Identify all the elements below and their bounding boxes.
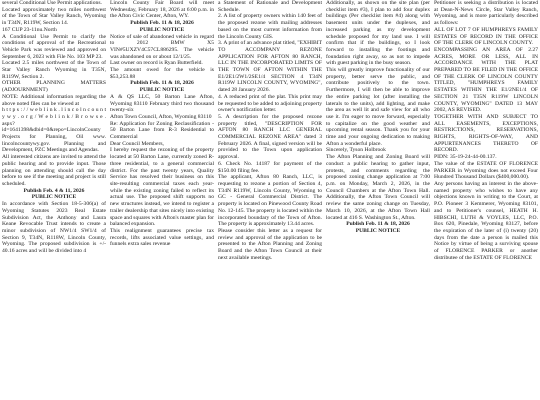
notice-paragraph: h t t p s : / / w e b l i n k . l i n c o l n c o u n t y w y . o r g / W e b l i n k / B r o w s e . aspx?id=1641398&dbid=0&repo=LincolnCounty	[2, 107, 106, 134]
notice-paragraph: I hereby request the rezoning of the property located at 50 Barton Lane, currently zoned R-three residential, to a general commercial district. For the past twenty years, Quality Service has resolved their business on this site-resulting commercial taxes each year-while the existing zoning failed to reflect its actual use. The proposed shift supports no new structures instead, we intend to register a trailer dealership that sites nicely into existing space and squares with Afton's master plan for balanced expansion.	[110, 147, 214, 228]
notice-paragraph: Sincerely, Tyson Holbrook	[326, 147, 386, 154]
notice-paragraph: Any persons having an interest in the above-named property who wishes to have any objections known in writing to the Court, at P.O. Pioneer 3 Kemmerer, Wyoming 83101, and to Petitioner's counsel, HEATH H. HIBSCHI, LUTH & VOYLES, LLC, P.O. Box 620, Pinedale, Wyoming 83127, before the expiration of the later of (i) twenty (20) days from the date a person is mailed this Notice by virtue of being a surviving spouse of FLORENCE PARKER or another distributee of the ESTATE OF FLORENCE	[434, 180, 538, 261]
notice-paragraph: 167 CUP 23-11nu.North	[2, 26, 57, 33]
notice-paragraph: Notice of sale of abandoned vehicle in regard to 2012 BMW X5 VIN#5UXZV4C57CL886295. The vehicle was abandoned on or about 12/1/25.	[110, 33, 214, 60]
notice-paragraph: 6. Check No. 14187 for payment of the $150.00 filing fee.	[218, 160, 322, 174]
notice-paragraph: several Conditional Use Permit applications.	[2, 0, 102, 6]
notice-paragraph: Lincoln County Fair Board will meet Wednesday, February 18, 2026 at 6:00 p.m. in the Afton Civic Center, Afton, WY.	[110, 0, 214, 20]
notice-paragraph: a Statement of Rationale and Development Schedule.	[218, 0, 322, 13]
notice-heading: PUBLIC NOTICE	[355, 227, 401, 234]
notice-paragraph: Re: Application for Zoning Reclassification - 50 Barton Lane from R-3 Residential to Commercial	[110, 120, 214, 141]
notice-paragraph: In accordance with Section 18-5-306(a) of Wyoming Statutes 2023 Real Estate Subdivision Act, the Anthony and Laura Keane Revocable Trust intends to create a minor subdivision of NW1/4 SW1/4 of Section 9, T34N, R118W, Lincoln County, Wyoming. The proposed subdivision is +/- 40.16 acres and will be divided into 4	[2, 201, 106, 255]
notice-paragraph: The applicant, Afton 80 Ranch, LLC, is requesting to rezone a portion of Section 4, T34N R119W, Lincoln County, Wyoming to GC - General Commercial District. The property is located on Pinewood County Road No. 12-145. The property is located within the incorporated boundary of the Town of Afton. The property is approximately 13.44 acres.	[218, 174, 322, 228]
notice-paragraph: This will greatly improve functionality of our property, better serve the public, and contribute positively to the town. Furthermore, I will then be able to improve the entire parking lot (after installing the laterals to the units), add lighting, and make the area as well lit and safe view for all who use it. I'm eager to move forward, especially to capitalize on the good weather and upcoming rental season. Thank you for your time and your ongoing dedication to making Afton a wonderful place.	[326, 67, 430, 147]
notice-paragraph: 3. A print of an advance plat titled, "EXHIBIT TO ACCOMPANY REZONE APPLICATION FOR AFTON 80 RANCH, LLC IN THE INCORPORATED LIMITS OF THE TOWN OF AFTON WITHIN THE E1/2E1/2W1/2SE1/4 SECTION 4 T34N R119W LINCOLN COUNTY, WYOMING", dated 28 January 2026.	[218, 40, 322, 94]
text-column-1	[2, 0, 106, 400]
notice-paragraph: 4. A reduced print of the plat. This print may be requested to be added to adjoining property owner's notification letter.	[218, 93, 322, 114]
text-column-2	[110, 0, 214, 400]
notice-paragraph: ALL OF LOT 7 OF HUMPHREYS FAMILY ESTATES OF RECORD IN THE OFFICE OF THE CLERK OF LINCOLN COUNTY.	[434, 26, 538, 47]
notice-paragraph: Petitioner is seeking a distribution is located at Dean-N-News Circle, Star Valley Ranch, Wyoming, and is more particularly described as follows:	[434, 0, 538, 27]
notice-paragraph: The amount owed for the vehicle is $53,253.88	[110, 67, 214, 80]
notice-heading: PUBLIC NOTICE	[31, 194, 77, 201]
notice-heading: PUBLIC NOTICE	[139, 87, 185, 94]
notice-paragraph: TOGETHER WITH AND SUBJECT TO ALL EASEMENTS, EXCEPTIONS, RESTRICTIONS, RESERVATIONS, RIGHTS, RIGHTS-OF-WAY, AND APPURTENANCES THERETO OF RECORD.	[434, 113, 538, 154]
text-column-5	[434, 0, 538, 400]
publish-date-line: Publish Feb. 11 & 18, 2026	[346, 221, 410, 228]
notice-paragraph: NOTE: Additional information regarding the above noted files can be viewed at	[2, 93, 106, 107]
notice-paragraph: All interested citizens are invited to attend the public hearing and to provide input. Those planning on attending should call the day before to see if the meeting and project is still scheduled.	[2, 154, 106, 187]
notice-paragraph: PIDN: 35-19-24-44-00.137.	[434, 154, 497, 161]
notice-paragraph: ENCOMPASSING AN AREA OF 2.27 ACRES, MORE OR LESS, ALL IN ACCORDANCE WITH THE PLAT PREPARED TO BE FILED IN THE OFFICE OF THE CLERK OF LINCOLN COUNTY TITLED, "HUMPHREYS FAMILY ESTATES WITHIN THE E1/2NE1/4 OF SECTION 21 T35N R119W LINCOLN COUNTY, WYOMING" DATED 13 MAY 2002, AS REVISED.	[434, 46, 538, 114]
text-column-4	[326, 0, 430, 400]
publish-date-line: Publish Feb. 11 & 18, 2026	[130, 20, 194, 27]
notice-paragraph: A & QS LLC, 50 Barton Lane Afton, Wyoming 83110 February third two thousand twenty-six	[110, 93, 214, 114]
notice-paragraph: This realignment guarantees precise tax records, lifts associated value settings, and funnels extra sales revenue	[110, 227, 214, 248]
notice-paragraph: Afton Town Council, Afton, Wyoming 83110	[110, 113, 212, 120]
notice-paragraph: Dear Council Members,	[110, 140, 164, 147]
text-column-3	[218, 0, 322, 400]
notice-paragraph: 2. A list of property owners within 140 feet of the proposed rezone with mailing addresses based on the most current information from the Lincoln County GIS.	[218, 13, 322, 40]
notice-paragraph: Please consider this letter as a request for review and approval of the application to be presented to the Afton Planning and Zoning Board and the Afton Town Council at their next available meetings.	[218, 227, 322, 261]
notice-paragraph: A Conditional Use Permit to clarify the conditions of approval of the Recreational Vehicle Park was reviewed and approved on September 6, 2023 with File No. 103 MP 23.	[2, 33, 106, 60]
notice-paragraph: OTHER PLANNING MATTERS (ADJOURNMENT)	[2, 80, 106, 94]
publish-date-line: Publish Feb. 4 & 11, 2026	[23, 187, 85, 194]
notice-paragraph: The Afton Planning and Zoning Board will conduct a public hearing to gather input, protests, and comments regarding the proposed zoning change application at 7:00 p.m. on Monday, March 2, 2026, in the Council Chambers at the Afton Town Hall. Additionally, the Afton Town Council will review the same zoning change on Tuesday, March 10, 2026, at the Afton Town Hall located at 416 S. Washington St., Afton.	[326, 154, 430, 221]
notice-paragraph: 5. A description for the proposed rezone property titled, "DESCRIPTION FOR AFTON 80 RANCH LLC GENERAL COMMERCIAL REZONE AREA" dated 3 February 2026. A final, signed version will be provided to the Town upon application approval.	[218, 113, 322, 161]
notice-paragraph: Last owner on record is Ryan Butterfield.	[110, 60, 203, 67]
notice-paragraph: Located 2.5 miles northwest of the Town of Star Valley Ranch Wyoming in T35N, R119W, Section 2.	[2, 60, 106, 80]
publish-date-line: Publish Feb. 11 & 18, 2026	[130, 80, 194, 87]
notice-heading: PUBLIC NOTICE	[139, 26, 185, 33]
notice-paragraph: Projects for Planning, Oil www. lincolncountywy.gov. Planning and Development, PZC Meetings and Agendas.	[2, 134, 106, 154]
notice-paragraph: The value of the ESTATE OF FLORENCE PARKER in Wyoming does not exceed Four Hundred Thousand Dollars ($400,000.00).	[434, 160, 538, 181]
notice-paragraph: Located approximately two miles northwest of the Town of Star Valley Ranch, Wyoming in T34N, R119W, Section 14.	[2, 6, 106, 27]
notice-paragraph: Additionally, as shown on the site plan (per checklist item #3), I plan to add four duplex buildings (Per checklist item #4) along with basement units under the duplexes, and increased parking as my development schedule proposed for my land use. I will confirm that if the buildings, so I look forward to installing the footings and foundation right away, so as not to impede with guest parking in the busy season.	[326, 0, 430, 67]
